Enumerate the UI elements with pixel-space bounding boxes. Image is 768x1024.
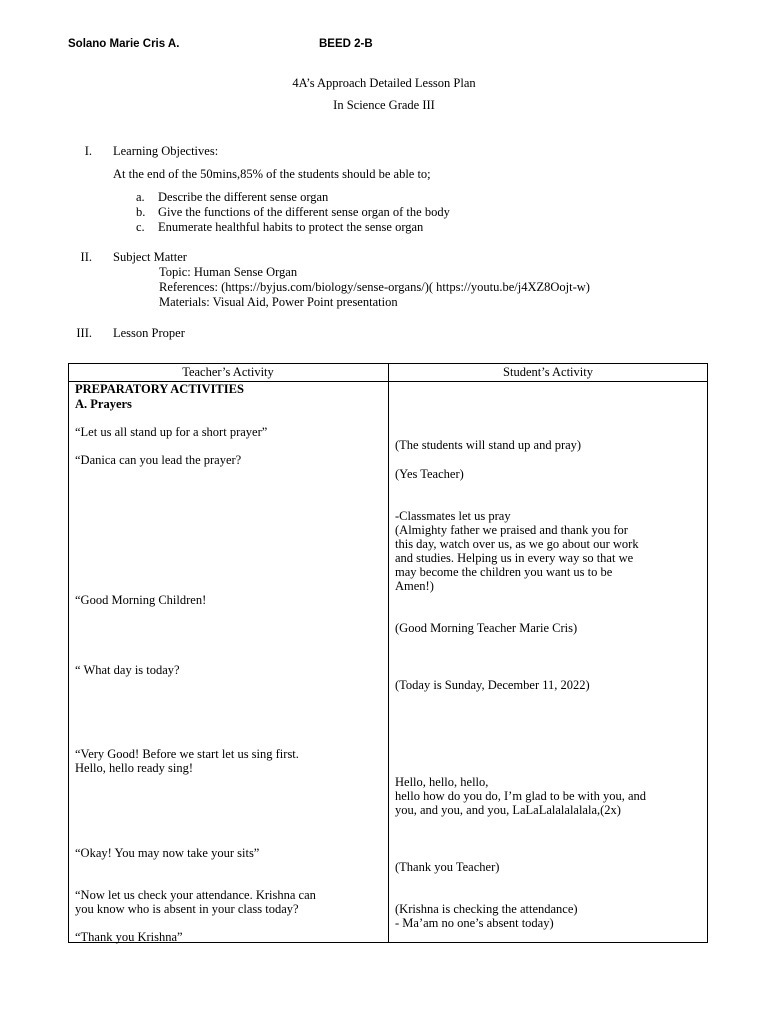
student-name: Solano Marie Cris A. xyxy=(68,38,180,50)
column-divider xyxy=(388,364,389,942)
course-section: BEED 2-B xyxy=(319,38,373,50)
section-heading-subject: Subject Matter xyxy=(113,250,187,264)
subject-materials: Materials: Visual Aid, Power Point presentation xyxy=(159,295,398,309)
student-line: (Krishna is checking the attendance) xyxy=(395,902,578,916)
prayers-heading: A. Prayers xyxy=(75,397,132,411)
list-letter: c. xyxy=(136,220,145,234)
student-line: -Classmates let us pray xyxy=(395,509,511,523)
objective-item: Describe the different sense organ xyxy=(158,190,329,204)
teacher-line: “ What day is today? xyxy=(75,663,180,677)
student-line: (Almighty father we praised and thank you for xyxy=(395,523,628,537)
student-line: (Good Morning Teacher Marie Cris) xyxy=(395,621,578,635)
column-header-student: Student’s Activity xyxy=(503,365,593,379)
list-letter: a. xyxy=(136,190,145,204)
teacher-line: Hello, hello ready sing! xyxy=(75,761,194,775)
subject-references: References: (https://byjus.com/biology/sense-organs/)( https://youtu.be/j4XZ8Oojt-w) xyxy=(159,280,590,294)
document-subtitle: In Science Grade III xyxy=(333,98,435,112)
preparatory-heading: PREPARATORY ACTIVITIES xyxy=(75,382,244,396)
student-line: (Thank you Teacher) xyxy=(395,860,500,874)
student-line: Hello, hello, hello, xyxy=(395,775,489,789)
teacher-line: you know who is absent in your class today? xyxy=(75,902,299,916)
section-numeral: I. xyxy=(84,144,92,158)
student-line: may become the children you want us to be xyxy=(395,565,613,579)
teacher-line: “Good Morning Children! xyxy=(75,593,207,607)
student-line: hello how do you do, I’m glad to be with you, and xyxy=(395,789,647,803)
student-line: you, and you, and you, LaLaLalalalalala,(2x) xyxy=(395,803,621,817)
teacher-line: “Now let us check your attendance. Krishna can xyxy=(75,888,316,902)
list-letter: b. xyxy=(136,205,146,219)
student-line: (Today is Sunday, December 11, 2022) xyxy=(395,678,590,692)
teacher-line: “Let us all stand up for a short prayer” xyxy=(75,425,268,439)
teacher-line: “Thank you Krishna” xyxy=(75,930,183,944)
column-header-teacher: Teacher’s Activity xyxy=(182,365,274,379)
student-line: - Ma’am no one’s absent today) xyxy=(395,916,554,930)
objective-item: Give the functions of the different sense organ of the body xyxy=(158,205,450,219)
section-heading-lesson: Lesson Proper xyxy=(113,326,185,340)
activity-table xyxy=(68,363,708,943)
section-numeral: II. xyxy=(80,250,92,264)
objectives-intro: At the end of the 50mins,85% of the students should be able to; xyxy=(113,167,431,181)
section-numeral: III. xyxy=(76,326,92,340)
teacher-line: “Very Good! Before we start let us sing first. xyxy=(75,747,299,761)
section-heading-objectives: Learning Objectives: xyxy=(113,144,219,158)
student-line: (The students will stand up and pray) xyxy=(395,438,582,452)
student-line: this day, watch over us, as we go about our work xyxy=(395,537,639,551)
objective-item: Enumerate healthful habits to protect the sense organ xyxy=(158,220,424,234)
student-line: and studies. Helping us in every way so that we xyxy=(395,551,634,565)
teacher-line: “Danica can you lead the prayer? xyxy=(75,453,242,467)
subject-topic: Topic: Human Sense Organ xyxy=(159,265,298,279)
teacher-line: “Okay! You may now take your sits” xyxy=(75,846,260,860)
student-line: (Yes Teacher) xyxy=(395,467,464,481)
document-title: 4A’s Approach Detailed Lesson Plan xyxy=(292,76,476,90)
student-line: Amen!) xyxy=(395,579,434,593)
